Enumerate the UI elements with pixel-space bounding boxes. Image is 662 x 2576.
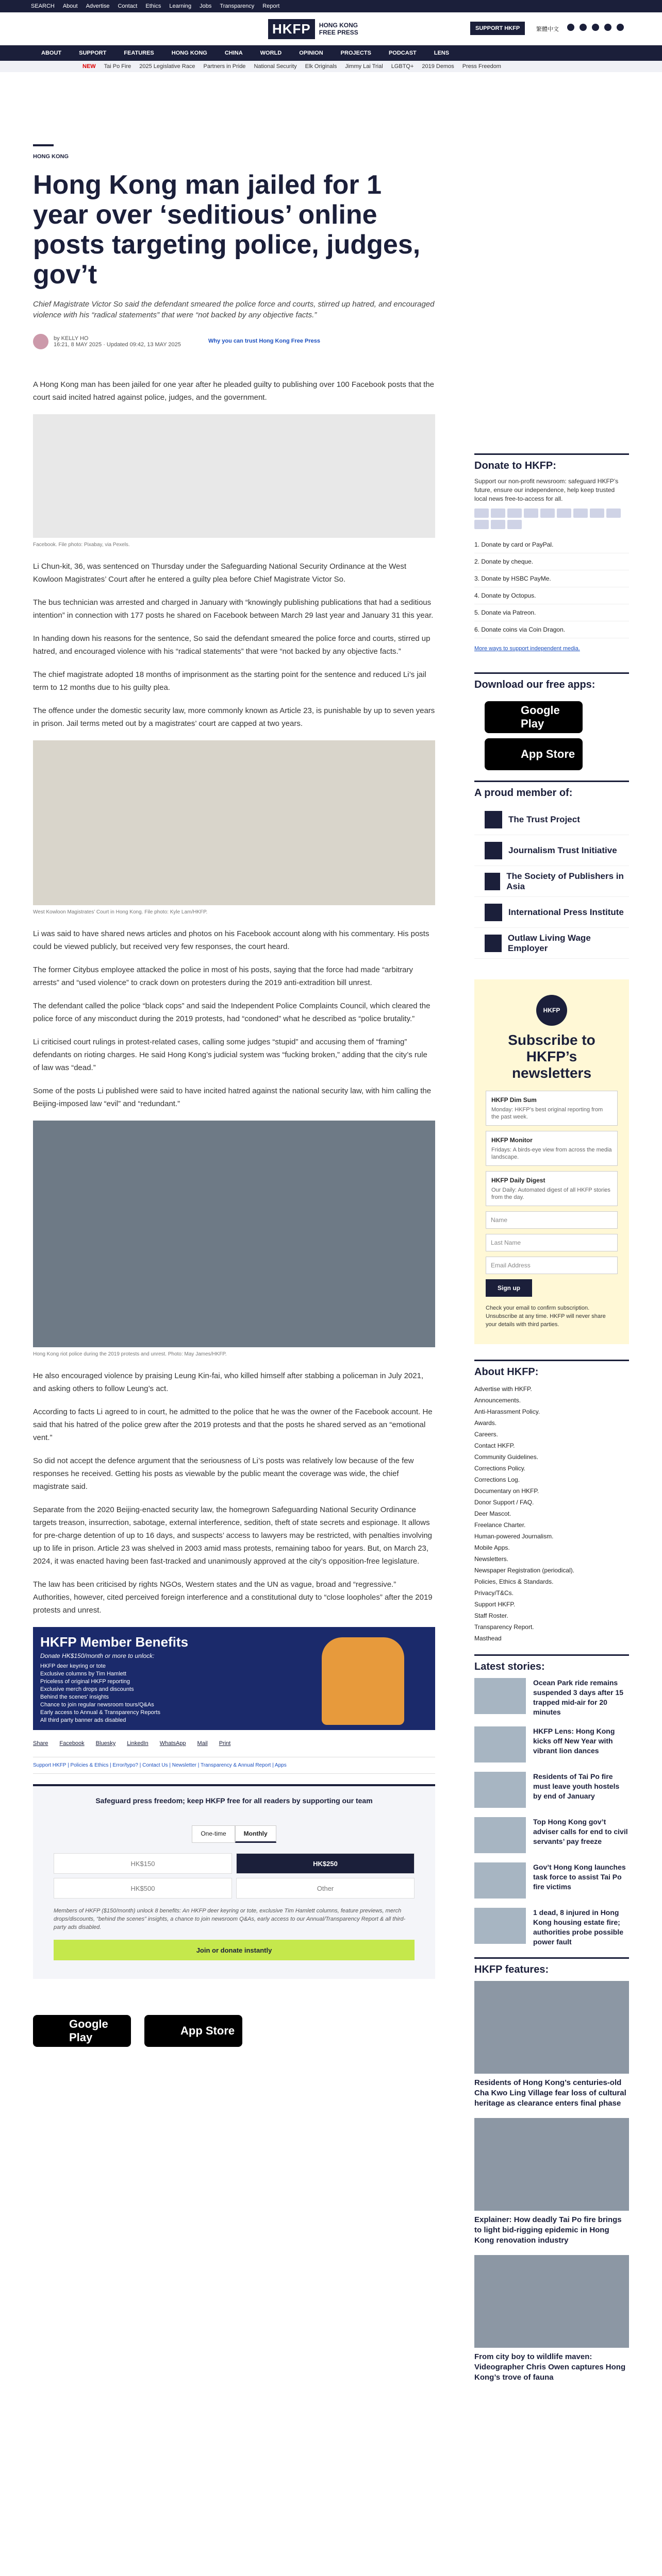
perk: Early access to Annual & Transparency Reports: [40, 1709, 160, 1716]
share-linkedin[interactable]: LinkedIn: [127, 1740, 148, 1747]
share-bluesky[interactable]: Bluesky: [95, 1740, 116, 1747]
nav-podcast[interactable]: PODCAST: [388, 50, 417, 56]
transparency-link[interactable]: Transparency: [220, 3, 255, 9]
member-logo[interactable]: [474, 897, 629, 928]
feature-title: Explainer: How deadly Tai Po fire brings to light bid-rigging epidemic in Hong Kong renovation industry: [474, 2215, 622, 2245]
card-icon: [573, 509, 588, 518]
join-donate-button[interactable]: Join or donate instantly: [54, 1940, 415, 1960]
share-label: Share: [33, 1740, 48, 1747]
story-thumbnail: [474, 1817, 526, 1853]
trending-link[interactable]: 2025 Legislative Race: [139, 63, 195, 70]
about-link[interactable]: Advertise with HKFP.: [474, 1385, 532, 1393]
app-store-badge[interactable]: App Store: [485, 738, 583, 770]
donate-options: [474, 536, 629, 638]
image-caption: Facebook. File photo: Pixabay, via Pexels.: [33, 542, 130, 548]
nav-lens[interactable]: LENS: [434, 50, 450, 56]
paragraph: The offence under the domestic security law, more commonly known as Article 23, is punishable by up to seven years in prison. Jail terms meted out by a magistrates’ court are capped at two years.: [33, 706, 435, 728]
facebook-image: [33, 414, 435, 538]
option-desc: Monday: HKFP’s best original reporting from the past week.: [491, 1107, 603, 1120]
frequency-toggle: [54, 1825, 415, 1843]
sidebar: [474, 453, 629, 2393]
feature-image: [474, 1981, 629, 2074]
nav-features[interactable]: FEATURES: [124, 50, 154, 56]
share-whatsapp[interactable]: WhatsApp: [159, 1740, 186, 1747]
social-icons: [567, 24, 624, 31]
more-ways-link[interactable]: More ways to support independent media.: [474, 646, 580, 652]
nav-projects[interactable]: PROJECTS: [340, 50, 371, 56]
member-benefits-banner[interactable]: [33, 1627, 435, 1730]
donate-option[interactable]: 3. Donate by HSBC PayMe.: [474, 570, 629, 587]
feature-image: [474, 2255, 629, 2348]
email-input[interactable]: Email Address: [486, 1257, 618, 1274]
paragraph: The bus technician was arrested and charged in January with “knowingly publishing publications that had a seditious intention” in connection with 177 posts he shared on Facebook between March 29 last year and January 31 this year.: [33, 598, 434, 620]
about-link[interactable]: Human-powered Journalism.: [474, 1533, 554, 1540]
paragraph: Separate from the 2020 Beijing-enacted security law, the homegrown Safeguarding National Security Ordinance targets treason, insurrection, sabotage, external interference, sedition, theft of state secrets and espionage. It allows for pre-charge detention of up to 16 days, and suspects’ access to lawyers may be restricted, with penalties involving up to life in prison. Article 23 was shelved in 2003 amid mass protests, remaining taboo for years. But, on March 23, 2024, it was enacted having been fast-tracked and unanimously approved at the city’s opposition-free legislature.: [33, 1505, 433, 1566]
newsletter-option[interactable]: [486, 1171, 618, 1206]
option-title: HKFP Monitor: [491, 1137, 533, 1144]
feature-item[interactable]: [474, 1981, 629, 2109]
nav-world[interactable]: WORLD: [260, 50, 282, 56]
about-link[interactable]: Awards.: [474, 1419, 497, 1427]
about-link[interactable]: Corrections Policy.: [474, 1465, 526, 1472]
member-logo[interactable]: [474, 804, 629, 835]
option-title: HKFP Daily Digest: [491, 1177, 545, 1184]
paragraph: The defendant called the police “black cops” and said the Independent Police Complaints Council, which cleared the police force of any misconduct during the 2019 protests, had “condoned” what he described as “police brutality.”: [33, 1002, 431, 1023]
logo-text: [319, 22, 358, 36]
newsletter-option[interactable]: [486, 1131, 618, 1166]
story-thumbnail: [474, 1772, 526, 1808]
card-icon: [507, 520, 522, 529]
banner-title: HKFP Member Benefits: [40, 1634, 189, 1650]
amount-option[interactable]: HK$250: [236, 1853, 415, 1874]
about-link[interactable]: Newsletters.: [474, 1555, 509, 1563]
about-title: About HKFP:: [474, 1366, 539, 1378]
site-logo[interactable]: [268, 16, 394, 41]
story-item[interactable]: [474, 1862, 629, 1899]
story-item[interactable]: [474, 1678, 629, 1717]
logo-mark: HKFP: [268, 19, 315, 39]
about-link[interactable]: Staff Roster.: [474, 1612, 508, 1619]
share-bar: [33, 1740, 435, 1747]
paragraph: In handing down his reasons for the sentence, So said the defendant smeared the police force and courts, stirred up hatred, and encouraged violence with his “radical statements” that were “not backed by any objective facts.”: [33, 634, 431, 656]
member-name: The Society of Publishers in Asia: [506, 871, 624, 891]
about-list: [474, 1383, 629, 1644]
perk: Exclusive merch drops and discounts: [40, 1686, 134, 1692]
newsletter-title: Subscribe to HKFP’s newsletters: [508, 1032, 595, 1081]
trending-link[interactable]: Press Freedom: [462, 63, 501, 70]
feature-item[interactable]: [474, 2255, 629, 2383]
about-link[interactable]: Announcements.: [474, 1397, 521, 1404]
perk: Priceless of original HKFP reporting: [40, 1679, 130, 1685]
image-caption: West Kowloon Magistrates’ Court in Hong Kong. File photo: Kyle Lam/HKFP.: [33, 909, 208, 915]
amount-option[interactable]: Other: [236, 1878, 415, 1899]
paragraph: A Hong Kong man has been jailed for one year after he pleaded guilty to publishing over 100 Facebook posts that the court said incited hatred against police, judges, and the government.: [33, 380, 435, 402]
latest-box: [474, 1654, 629, 1947]
paragraph: Li Chun-kit, 36, was sentenced on Thursday under the Safeguarding National Security Ordinance at the West Kowloon Magistrates’ Court after he entered a guilty plea before Chief Magistrate Victor So.: [33, 562, 407, 584]
trending-link[interactable]: 2019 Demos: [422, 63, 454, 70]
features-box: [474, 1957, 629, 2383]
perk: Chance to join regular newsroom tours/Q&As: [40, 1702, 154, 1708]
article-deck: Chief Magistrate Victor So said the defendant smeared the police force and courts, stirred up hatred, and encouraged violence with his “radical statements” that were “not backed by any objective facts.”: [33, 300, 435, 319]
author-avatar: [33, 334, 48, 349]
option-title: HKFP Dim Sum: [491, 1096, 537, 1104]
nav-opinion[interactable]: OPINION: [299, 50, 323, 56]
image-caption: Hong Kong riot police during the 2019 protests and unrest. Photo: May James/HKFP.: [33, 1351, 227, 1357]
donate-text[interactable]: Support our non-profit newsroom: safeguard HKFP’s future, ensure our independence, help keep trusted local news free-to-access for all.: [474, 478, 619, 502]
donate-note: Members of HKFP ($150/month) unlock 8 benefits: An HKFP deer keyring or tote, exclusive Tim Hamlett columns, feature previews, merch drops/discounts, “behind the scenes” insights, a chance to join newsroom Q&As, early access to our Annual/Transparency Report & all third-party ads disabled.: [54, 1908, 406, 1930]
amount-option[interactable]: HK$500: [54, 1878, 232, 1899]
about-link[interactable]: Newspaper Registration (periodical).: [474, 1567, 575, 1574]
feature-item[interactable]: [474, 2118, 629, 2246]
about-link[interactable]: Anti-Harassment Policy.: [474, 1408, 540, 1415]
trending-link[interactable]: LGBTQ+: [391, 63, 414, 70]
about-link[interactable]: Masthead: [474, 1635, 502, 1642]
perk: Behind the scenes' insights: [40, 1694, 109, 1700]
rss-icon[interactable]: [617, 24, 624, 31]
paragraph: The chief magistrate adopted 18 months of imprisonment as the starting point for the sentence and reduced Li’s jail term to 12 months due to his guilty plea.: [33, 670, 426, 692]
card-icon: [474, 520, 489, 529]
article-footer-links[interactable]: Support HKFP | Policies & Ethics | Error/typo? | Contact Us | Newsletter | Transparency & Annual Report | Apps: [33, 1757, 435, 1774]
one-time-tab[interactable]: One-time: [192, 1825, 235, 1843]
banner-subtitle: Donate HK$150/month or more to unlock:: [40, 1652, 155, 1659]
article-title: Hong Kong man jailed for 1 year over ‘seditious’ online posts targeting police, judges, gov’t: [33, 170, 421, 290]
nav-china[interactable]: CHINA: [224, 50, 243, 56]
newsletter-note: Check your email to confirm subscription. Unsubscribe at any time. HKFP will never share your details with third parties.: [486, 1305, 606, 1328]
deer-mascot-icon: [322, 1637, 404, 1725]
jti-icon: [485, 842, 502, 859]
paragraph: The former Citybus employee attacked the police in most of his posts, saying that the force had made “arbitrary arrests” and “used violence” to crack down on protesters during the 2019 anti-extradition bill unrest.: [33, 965, 413, 987]
about-box: [474, 1360, 629, 1644]
members-title: A proud member of:: [474, 787, 573, 799]
trust-project-icon: [485, 811, 502, 828]
paragraph: Some of the posts Li published were said to have incited hatred against the national security law, with him calling the Beijing-imposed law “evil” and “redundant.”: [33, 1087, 432, 1108]
newsletter-signup: [474, 979, 629, 1344]
new-label: NEW: [82, 63, 96, 70]
nav-support[interactable]: SUPPORT: [79, 50, 107, 56]
story-thumbnail: [474, 1908, 526, 1944]
logo-line-1: HONG KONG: [319, 22, 358, 29]
option-desc: Our Daily: Automated digest of all HKFP stories from the day.: [491, 1187, 610, 1200]
paragraph: According to facts Li agreed to in court, he admitted to the police that he was the owner of the Facebook account. He said that his hatred of the police grew after the 2019 protests and that the posts he shared served as an “emotional vent.”: [33, 1408, 433, 1442]
contact-link[interactable]: Contact: [118, 3, 138, 9]
trending-link[interactable]: Jimmy Lai Trial: [345, 63, 383, 70]
about-link[interactable]: Transparency Report.: [474, 1623, 534, 1631]
donate-widget: [33, 1815, 435, 1979]
apps-title: Download our free apps:: [474, 679, 595, 690]
learning-link[interactable]: Learning: [169, 3, 192, 9]
members-box: [474, 781, 629, 959]
top-bar: [0, 0, 662, 12]
main-nav: [0, 45, 662, 61]
perk: All third party banner ads disabled: [40, 1717, 126, 1723]
donate-box: [474, 453, 629, 652]
card-icon: [540, 509, 555, 518]
member-logo[interactable]: [474, 835, 629, 866]
story-title: Residents of Tai Po fire must leave youth hostels by end of January: [533, 1772, 620, 1800]
feature-title: From city boy to wildlife maven: Videographer Chris Owen captures Hong Kong’s trove of fauna: [474, 2352, 626, 2382]
paragraph: So did not accept the defence argument that the seriousness of Li’s posts was relatively low because of the few responses he received. Getting his posts as viewable by the public meant the coverage was wide, the chief magistrate said.: [33, 1456, 414, 1491]
living-wage-icon: [485, 935, 502, 952]
story-item[interactable]: [474, 1726, 629, 1762]
about-link[interactable]: Community Guidelines.: [474, 1453, 539, 1461]
support-hkfp-button[interactable]: SUPPORT HKFP: [470, 22, 525, 35]
trust-link[interactable]: Why you can trust Hong Kong Free Press: [208, 338, 320, 344]
card-icon: [590, 509, 604, 518]
app-store-badge[interactable]: App Store: [144, 2015, 242, 2047]
paragraph: Li was said to have shared news articles and photos on his Facebook account along with his commentary. His posts could be viewed publicly, but received very few responses, the court heard.: [33, 929, 429, 951]
trending-link[interactable]: National Security: [254, 63, 297, 70]
language-switch[interactable]: 繁體中文: [536, 26, 559, 32]
nav-hong-kong[interactable]: HONG KONG: [171, 50, 207, 56]
story-item[interactable]: [474, 1772, 629, 1808]
story-item[interactable]: [474, 1817, 629, 1853]
member-name: International Press Institute: [508, 907, 624, 917]
trending-link[interactable]: Tai Po Fire: [104, 63, 131, 70]
story-item[interactable]: [474, 1908, 629, 1947]
google-play-badge[interactable]: Google Play: [33, 2015, 131, 2047]
about-link[interactable]: Documentary on HKFP.: [474, 1487, 539, 1495]
about-link[interactable]: Support HKFP.: [474, 1601, 516, 1608]
logo-line-2: FREE PRESS: [319, 29, 358, 36]
feature-title: Residents of Hong Kong’s centuries-old Cha Kwo Ling Village fear loss of cultural heritage as clearance enters final phase: [474, 2078, 626, 2108]
card-icon: [557, 509, 571, 518]
donate-option[interactable]: 6. Donate coins via Coin Dragon.: [474, 621, 629, 638]
partner-logos: [33, 2015, 435, 2047]
about-link[interactable]: Policies, Ethics & Standards.: [474, 1578, 554, 1585]
court-image: [33, 740, 435, 905]
trending-link[interactable]: Partners in Pride: [203, 63, 246, 70]
site-header: [0, 12, 662, 45]
share-mail[interactable]: Mail: [197, 1740, 208, 1747]
about-link[interactable]: Freelance Charter.: [474, 1521, 526, 1529]
amount-option[interactable]: HK$150: [54, 1853, 232, 1874]
payment-icons: [474, 509, 629, 529]
newsletter-logo: HKFP: [536, 995, 567, 1026]
about-link[interactable]: Donor Support / FAQ.: [474, 1499, 534, 1506]
donate-heading: Safeguard press freedom; keep HKFP free for all readers by supporting our team: [33, 1784, 435, 1815]
donate-title: Donate to HKFP:: [474, 460, 556, 471]
about-link[interactable]: Careers.: [474, 1431, 499, 1438]
article-dates: 16:21, 8 MAY 2025 · Updated 09:42, 13 MAY 2025: [54, 342, 181, 348]
story-thumbnail: [474, 1726, 526, 1762]
paragraph: Li criticised court rulings in protest-related cases, calling some judges “stupid” and accusing them of “framing” defendants on rioting charges. He said Hong Kong’s judicial system was “fucking broken,” adding that the city’s rule of law was “dead.”: [33, 1038, 427, 1072]
story-thumbnail: [474, 1678, 526, 1714]
paragraph: He also encouraged violence by praising Leung Kin-fai, who killed himself after stabbing a policeman in July 2021, and asking others to follow Leung’s act.: [33, 1371, 424, 1393]
story-title: Ocean Park ride remains suspended 3 days after 15 trapped mid-air for 20 minutes: [533, 1679, 624, 1716]
card-icon: [507, 509, 522, 518]
report-link[interactable]: Report: [262, 3, 280, 9]
newsletter-option[interactable]: [486, 1091, 618, 1126]
story-title: HKFP Lens: Hong Kong kicks off New Year with vibrant lion dances: [533, 1727, 615, 1755]
google-play-badge[interactable]: Google Play: [485, 701, 583, 733]
facebook-icon[interactable]: [567, 24, 574, 31]
last-name-input[interactable]: Last Name: [486, 1234, 618, 1251]
feature-image: [474, 2118, 629, 2211]
option-desc: Fridays: A birds-eye view from across the media landscape.: [491, 1147, 612, 1160]
article: [33, 144, 435, 2047]
card-icon: [524, 509, 538, 518]
nav-about[interactable]: ABOUT: [41, 50, 62, 56]
ethics-link[interactable]: Ethics: [145, 3, 161, 9]
story-title: Top Hong Kong gov’t adviser calls for end to civil servants’ pay freeze: [533, 1818, 628, 1845]
about-link[interactable]: About: [62, 3, 78, 9]
byline-text: [54, 335, 181, 348]
amount-options: [54, 1853, 415, 1899]
riot-police-image: [33, 1121, 435, 1347]
signup-button[interactable]: Sign up: [486, 1279, 532, 1297]
author-name[interactable]: by KELLY HO: [54, 335, 89, 342]
card-icon: [491, 509, 505, 518]
share-facebook[interactable]: Facebook: [59, 1740, 85, 1747]
section-rule: [33, 144, 54, 146]
ipi-icon: [485, 904, 502, 921]
first-name-input[interactable]: Name: [486, 1211, 618, 1229]
donate-option[interactable]: 4. Donate by Octopus.: [474, 587, 629, 604]
instagram-icon[interactable]: [592, 24, 599, 31]
monthly-tab[interactable]: Monthly: [235, 1825, 276, 1843]
trending-link[interactable]: Elk Originals: [305, 63, 337, 70]
features-title: HKFP features:: [474, 1964, 549, 1975]
advertise-link[interactable]: Advertise: [86, 3, 110, 9]
latest-title: Latest stories:: [474, 1661, 545, 1672]
member-name: Journalism Trust Initiative: [508, 845, 617, 855]
youtube-icon[interactable]: [604, 24, 611, 31]
about-link[interactable]: Mobile Apps.: [474, 1544, 510, 1551]
donate-option[interactable]: 5. Donate via Patreon.: [474, 604, 629, 621]
about-link[interactable]: Contact HKFP.: [474, 1442, 515, 1449]
jobs-link[interactable]: Jobs: [200, 3, 212, 9]
perk: Exclusive columns by Tim Hamlett: [40, 1671, 126, 1677]
member-name: Outlaw Living Wage Employer: [507, 933, 591, 953]
about-link[interactable]: Deer Mascot.: [474, 1510, 511, 1517]
story-title: 1 dead, 8 injured in Hong Kong housing estate fire; authorities probe possible power fault: [533, 1908, 624, 1946]
member-name: The Trust Project: [508, 814, 580, 824]
story-thumbnail: [474, 1862, 526, 1899]
card-icon: [606, 509, 621, 518]
card-icon: [474, 509, 489, 518]
story-title: Gov’t Hong Kong launches task force to assist Tai Po fire victims: [533, 1863, 626, 1891]
about-link[interactable]: Privacy/T&Cs.: [474, 1589, 514, 1597]
trending-bar: [0, 61, 662, 72]
about-link[interactable]: Corrections Log.: [474, 1476, 520, 1483]
paragraph: The law has been criticised by rights NGOs, Western states and the UN as vague, broad and “regressive.” Authorities, however, cited perceived foreign interference and a constitutional duty to “close loopholes” after the 2019 protests and unrest.: [33, 1580, 433, 1615]
donate-option[interactable]: 2. Donate by cheque.: [474, 553, 629, 570]
member-logo[interactable]: [474, 928, 629, 959]
member-logo[interactable]: [474, 866, 629, 897]
perk: HKFP deer keyring or tote: [40, 1663, 106, 1669]
section-label[interactable]: HONG KONG: [33, 154, 69, 160]
apps-box: [474, 672, 629, 770]
byline: [33, 334, 435, 349]
sopa-icon: [485, 873, 500, 890]
search-link[interactable]: SEARCH: [31, 3, 55, 9]
donate-option[interactable]: 1. Donate by card or PayPal.: [474, 536, 629, 553]
card-icon: [491, 520, 505, 529]
share-print[interactable]: Print: [219, 1740, 231, 1747]
x-icon[interactable]: [580, 24, 587, 31]
